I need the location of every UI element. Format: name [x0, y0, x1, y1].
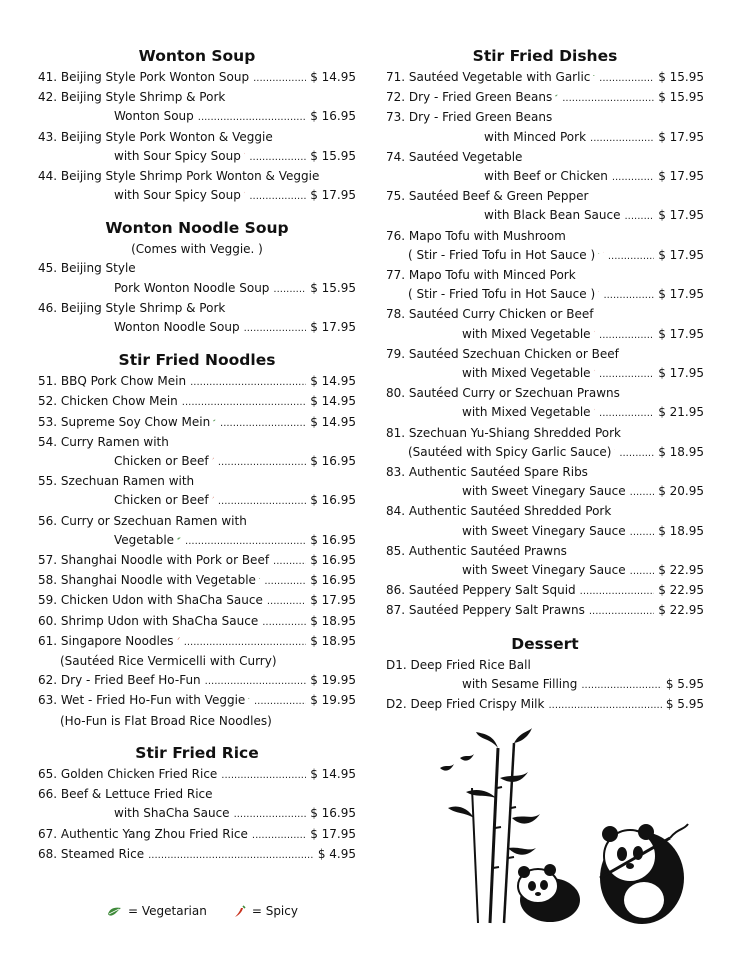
menu-item-line — [38, 712, 356, 731]
menu-item-text: 68. Steamed Rice — [38, 846, 145, 861]
spicy-icon — [177, 632, 180, 645]
legend-spicy-label: = Spicy — [251, 904, 298, 918]
menu-item-text: 76. Mapo Tofu with Mushroom — [386, 228, 566, 243]
dot-leader — [599, 403, 654, 423]
menu-item-line — [386, 364, 704, 384]
vegetarian-icon — [177, 533, 181, 544]
menu-item-price: $ 17.95 — [658, 169, 704, 184]
dot-leader — [184, 632, 306, 652]
menu-item-text: 77. Mapo Tofu with Minced Pork — [386, 268, 576, 283]
dot-leader — [267, 591, 306, 611]
section-title: Wonton Noodle Soup — [105, 219, 289, 238]
bamboo-leaves — [440, 728, 540, 855]
menu-item-line — [386, 345, 704, 364]
menu-item-line — [38, 671, 356, 691]
menu-item-text: 59. Chicken Udon with ShaCha Sauce — [38, 593, 263, 608]
spicy-icon — [603, 246, 604, 259]
menu-item-text: 84. Authentic Sautéed Shredded Pork — [386, 504, 612, 519]
menu-item-text: 54. Curry Ramen with — [38, 434, 169, 449]
menu-item-price: $ 4.95 — [317, 846, 356, 861]
menu-item-price: $ 22.95 — [658, 583, 704, 598]
panda-bamboo-illustration — [420, 728, 690, 928]
menu-item-line — [38, 531, 356, 551]
menu-item-text: with Mixed Vegetable — [462, 366, 591, 381]
menu-item-line — [38, 652, 356, 671]
menu-item-price: $ 15.95 — [658, 90, 704, 105]
dot-leader — [580, 581, 655, 601]
vegetarian-icon — [259, 573, 260, 584]
menu-item-line — [38, 491, 356, 511]
dot-leader — [599, 325, 654, 345]
menu-item-text: (Sautéed with Spicy Garlic Sauce) — [408, 444, 612, 459]
menu-item-price: $ 18.95 — [658, 523, 704, 538]
menu-item-text: 61. Singapore Noodles — [38, 633, 174, 648]
spicy-icon — [212, 491, 214, 504]
menu-item-line — [386, 424, 704, 443]
dot-leader — [548, 695, 661, 715]
legend-vegetarian-label: = Vegetarian — [128, 904, 207, 918]
menu-item-line — [386, 463, 704, 482]
section-title: Stir Fried Rice — [135, 743, 259, 762]
menu-item-text: 43. Beijing Style Pork Wonton & Veggie — [38, 129, 273, 144]
menu-item-text: 85. Authentic Sautéed Prawns — [386, 543, 567, 558]
menu-item-price: $ 17.95 — [310, 188, 356, 203]
dot-leader — [599, 364, 654, 384]
section-title: Stir Fried Dishes — [472, 47, 618, 65]
menu-item-line — [386, 206, 704, 226]
menu-item-price: $ 17.95 — [658, 366, 704, 381]
menu-item-text: with Sour Spicy Soup — [114, 188, 241, 203]
section-title: Wonton Soup — [138, 47, 256, 65]
vegetarian-icon — [555, 90, 558, 101]
dot-leader — [220, 413, 306, 433]
menu-item-price: $ 16.95 — [310, 573, 356, 588]
menu-item-line — [386, 542, 704, 561]
right-menu-column — [386, 44, 704, 715]
spicy-icon — [594, 364, 595, 377]
menu-item-line — [386, 285, 704, 305]
spicy-icon — [212, 452, 214, 465]
menu-item-price: $ 14.95 — [310, 374, 356, 389]
menu-item-line — [386, 148, 704, 167]
menu-item-text: with Sweet Vinegary Sauce — [462, 563, 626, 578]
menu-item-line — [38, 392, 356, 412]
menu-item-line — [38, 186, 356, 206]
dot-leader — [244, 318, 307, 338]
dot-leader — [185, 531, 306, 551]
menu-item-price: $ 17.95 — [658, 326, 704, 341]
dot-leader — [599, 68, 654, 88]
section-spacer — [38, 338, 356, 348]
menu-item-text: 74. Sautéed Vegetable — [386, 149, 523, 164]
menu-item-text: with Mixed Vegetable — [462, 405, 591, 420]
menu-item-text: 46. Beijing Style Shrimp & Pork — [38, 300, 226, 315]
menu-item-text: 67. Authentic Yang Zhou Fried Rice — [38, 826, 248, 841]
menu-item-text: 73. Dry - Fried Green Beans — [386, 110, 553, 125]
legend-spicy — [231, 904, 298, 918]
menu-item-text: Vegetable — [114, 532, 175, 547]
menu-item-line — [38, 128, 356, 147]
spicy-icon — [594, 403, 595, 416]
menu-item-line — [38, 472, 356, 491]
menu-item-line — [38, 452, 356, 472]
menu-item-text: with Sesame Filling — [462, 676, 578, 691]
menu-item-price: $ 18.95 — [658, 444, 704, 459]
menu-item-line — [38, 147, 356, 167]
menu-item-line — [386, 502, 704, 521]
dot-leader — [619, 443, 654, 463]
dot-leader — [273, 551, 306, 571]
menu-item-price: $ 17.95 — [658, 287, 704, 302]
menu-item-text: with Minced Pork — [484, 129, 587, 144]
menu-item-price: $ 19.95 — [310, 693, 356, 708]
vegetarian-icon — [598, 248, 600, 259]
menu-item-text: 80. Sautéed Curry or Szechuan Prawns — [386, 386, 620, 401]
menu-item-line — [38, 512, 356, 531]
menu-item-line — [38, 612, 356, 632]
menu-item-text: 83. Authentic Sautéed Spare Ribs — [386, 465, 588, 480]
menu-item-line — [38, 433, 356, 452]
menu-item-text: 58. Shanghai Noodle with Vegetable — [38, 573, 256, 588]
dot-leader — [254, 691, 306, 711]
menu-item-text: with Mixed Vegetable — [462, 326, 591, 341]
menu-item-price: $ 16.95 — [310, 454, 356, 469]
menu-item-line — [38, 279, 356, 299]
dot-leader — [273, 279, 306, 299]
spicy-icon — [594, 325, 595, 338]
menu-item-text: 44. Beijing Style Shrimp Pork Wonton & Veggie — [38, 169, 320, 184]
dot-leader — [625, 206, 655, 226]
menu-item-price: $ 18.95 — [310, 633, 356, 648]
menu-item-line — [38, 372, 356, 392]
menu-item-text: 63. Wet - Fried Ho-Fun with Veggie — [38, 693, 246, 708]
dot-leader — [612, 167, 654, 187]
menu-item-price: $ 16.95 — [310, 109, 356, 124]
legend-vegetarian — [104, 904, 207, 918]
menu-item-text: with Sour Spicy Soup — [114, 148, 241, 163]
menu-item-price: $ 17.95 — [310, 593, 356, 608]
menu-item-line — [38, 318, 356, 338]
menu-item-line — [38, 88, 356, 107]
menu-item-line — [386, 108, 704, 127]
section-spacer — [38, 206, 356, 216]
menu-item-price: $ 16.95 — [310, 806, 356, 821]
menu-item-text: ( Stir - Fried Tofu in Hot Sauce ) — [408, 287, 596, 302]
spicy-icon — [598, 285, 599, 298]
dot-leader — [218, 491, 306, 511]
menu-item-text: 72. Dry - Fried Green Beans — [386, 90, 553, 105]
dot-leader — [182, 392, 306, 412]
menu-item-line — [38, 68, 356, 88]
menu-item-text: (Sautéed Rice Vermicelli with Curry) — [60, 654, 277, 669]
dot-leader — [249, 186, 306, 206]
menu-item-text: 51. BBQ Pork Chow Mein — [38, 374, 187, 389]
menu-item-text: 75. Sautéed Beef & Green Pepper — [386, 189, 589, 204]
menu-item-line — [386, 88, 704, 108]
menu-item-line — [386, 675, 704, 695]
menu-item-text: Wonton Noodle Soup — [114, 320, 240, 335]
menu-item-price: $ 18.95 — [310, 613, 356, 628]
menu-item-price: $ 16.95 — [310, 553, 356, 568]
menu-item-text: 45. Beijing Style — [38, 261, 136, 276]
menu-item-text: with ShaCha Sauce — [114, 806, 230, 821]
menu-item-price: $ 16.95 — [310, 493, 356, 508]
dot-leader — [190, 372, 306, 392]
menu-item-text: with Beef or Chicken — [484, 169, 608, 184]
menu-item-line — [386, 266, 704, 285]
vegetarian-icon — [213, 415, 216, 426]
menu-item-line — [386, 227, 704, 246]
menu-item-price: $ 14.95 — [310, 394, 356, 409]
dot-leader — [630, 561, 655, 581]
menu-item-text: 53. Supreme Soy Chow Mein — [38, 414, 211, 429]
menu-item-line — [386, 522, 704, 542]
menu-item-line — [386, 656, 704, 675]
menu-item-text: with Black Bean Sauce — [484, 208, 621, 223]
spicy-icon — [234, 905, 246, 918]
vegetarian-icon — [248, 693, 250, 704]
menu-item-line — [38, 413, 356, 433]
section-note: (Comes with Veggie. ) — [131, 242, 263, 257]
menu-item-text: D2. Deep Fried Crispy Milk — [386, 697, 545, 712]
menu-item-line — [386, 443, 704, 463]
dot-leader — [562, 88, 654, 108]
left-menu-column — [38, 44, 356, 865]
menu-item-text: 66. Beef & Lettuce Fried Rice — [38, 787, 213, 802]
menu-item-line — [38, 591, 356, 611]
menu-item-text: 81. Szechuan Yu-Shiang Shredded Pork — [386, 425, 621, 440]
menu-item-price: $ 14.95 — [310, 766, 356, 781]
menu-item-text: 86. Sautéed Peppery Salt Squid — [386, 583, 576, 598]
menu-item-line — [38, 845, 356, 865]
menu-item-line — [386, 128, 704, 148]
menu-item-price: $ 14.95 — [310, 414, 356, 429]
menu-item-line — [38, 107, 356, 127]
menu-item-text: Chicken or Beef — [114, 454, 209, 469]
icon-legend — [104, 904, 316, 918]
menu-item-text: with Sweet Vinegary Sauce — [462, 484, 626, 499]
bamboo-stalks — [472, 743, 516, 923]
menu-item-price: $ 17.95 — [310, 320, 356, 335]
menu-item-line — [386, 601, 704, 621]
menu-item-line — [38, 551, 356, 571]
dot-leader — [234, 804, 307, 824]
dot-leader — [603, 285, 654, 305]
menu-item-text: (Ho-Fun is Flat Broad Rice Noodles) — [60, 713, 272, 728]
menu-item-line — [386, 695, 704, 715]
menu-item-price: $ 15.95 — [658, 70, 704, 84]
menu-item-line — [386, 325, 704, 345]
menu-item-line — [38, 632, 356, 652]
section-title: Dessert — [511, 634, 579, 653]
menu-item-price: $ 20.95 — [658, 484, 704, 499]
menu-item-text: 87. Sautéed Peppery Salt Prawns — [386, 603, 585, 618]
menu-item-text: Pork Wonton Noodle Soup — [114, 280, 270, 295]
menu-item-line — [386, 581, 704, 601]
dot-leader — [262, 612, 306, 632]
menu-item-text: with Sweet Vinegary Sauce — [462, 523, 626, 538]
menu-item-price: $ 17.95 — [310, 826, 356, 841]
dot-leader — [218, 452, 306, 472]
dot-leader — [249, 147, 306, 167]
menu-item-line — [38, 167, 356, 186]
menu-item-line — [38, 571, 356, 591]
menu-item-line — [38, 765, 356, 785]
menu-item-text: 57. Shanghai Noodle with Pork or Beef — [38, 553, 270, 568]
menu-item-text: 60. Shrimp Udon with ShaCha Sauce — [38, 613, 259, 628]
menu-item-text: 41. Beijing Style Pork Wonton Soup — [38, 70, 250, 84]
section-title: Stir Fried Noodles — [118, 351, 276, 370]
dot-leader — [589, 601, 654, 621]
menu-item-text: 42. Beijing Style Shrimp & Pork — [38, 90, 226, 105]
menu-item-price: $ 17.95 — [658, 208, 704, 223]
menu-item-price: $ 17.95 — [658, 247, 704, 262]
section-spacer — [386, 622, 704, 632]
dot-leader — [252, 825, 306, 845]
large-panda — [600, 824, 688, 924]
menu-item-text: 55. Szechuan Ramen with — [38, 474, 195, 489]
menu-item-text: Wonton Soup — [114, 109, 194, 124]
menu-item-text: 56. Curry or Szechuan Ramen with — [38, 513, 247, 528]
vegetarian-icon — [107, 906, 122, 917]
menu-item-line — [386, 187, 704, 206]
menu-item-price: $ 22.95 — [658, 563, 704, 578]
menu-item-line — [38, 785, 356, 804]
menu-item-line — [38, 259, 356, 278]
menu-item-price: $ 14.95 — [310, 70, 356, 84]
dot-leader — [264, 571, 306, 591]
menu-item-text: 78. Sautéed Curry Chicken or Beef — [386, 307, 594, 322]
menu-item-text: 52. Chicken Chow Mein — [38, 394, 178, 409]
menu-item-price: $ 17.95 — [658, 129, 704, 144]
menu-item-line — [386, 482, 704, 502]
menu-item-text: 62. Dry - Fried Beef Ho-Fun — [38, 673, 201, 688]
menu-item-text: ( Stir - Fried Tofu in Hot Sauce ) — [408, 247, 596, 262]
menu-item-price: $ 19.95 — [310, 673, 356, 688]
menu-item-price: $ 15.95 — [310, 280, 356, 295]
dot-leader — [590, 128, 654, 148]
menu-item-text: 79. Sautéed Szechuan Chicken or Beef — [386, 346, 619, 361]
dot-leader — [198, 107, 306, 127]
menu-item-line — [386, 305, 704, 324]
section-spacer — [38, 731, 356, 741]
menu-item-line — [386, 561, 704, 581]
dot-leader — [608, 246, 654, 266]
menu-item-price: $ 5.95 — [665, 697, 704, 712]
menu-item-price: $ 15.95 — [310, 148, 356, 163]
menu-item-line — [38, 299, 356, 318]
menu-item-text: 71. Sautéed Vegetable with Garlic — [386, 70, 591, 84]
menu-item-line — [386, 246, 704, 266]
menu-item-text: 65. Golden Chicken Fried Rice — [38, 766, 218, 781]
menu-item-line — [38, 804, 356, 824]
menu-item-price: $ 5.95 — [665, 676, 704, 691]
menu-item-line — [38, 691, 356, 711]
menu-item-price: $ 21.95 — [658, 405, 704, 420]
small-panda — [518, 864, 580, 922]
dot-leader — [205, 671, 307, 691]
menu-item-text: Chicken or Beef — [114, 493, 209, 508]
menu-item-line — [386, 167, 704, 187]
vegetarian-icon — [593, 70, 595, 81]
spicy-icon — [244, 186, 245, 199]
menu-item-price: $ 16.95 — [310, 532, 356, 547]
menu-item-line — [386, 68, 704, 88]
menu-item-line — [386, 384, 704, 403]
spicy-icon — [614, 443, 615, 456]
menu-item-line — [38, 825, 356, 845]
menu-item-text: D1. Deep Fried Rice Ball — [386, 657, 531, 672]
menu-item-price: $ 22.95 — [658, 603, 704, 618]
dot-leader — [253, 68, 306, 88]
menu-item-line — [386, 403, 704, 423]
dot-leader — [630, 522, 655, 542]
spicy-icon — [244, 147, 245, 160]
dot-leader — [630, 482, 655, 502]
dot-leader — [581, 675, 661, 695]
dot-leader — [221, 765, 306, 785]
dot-leader — [148, 845, 314, 865]
